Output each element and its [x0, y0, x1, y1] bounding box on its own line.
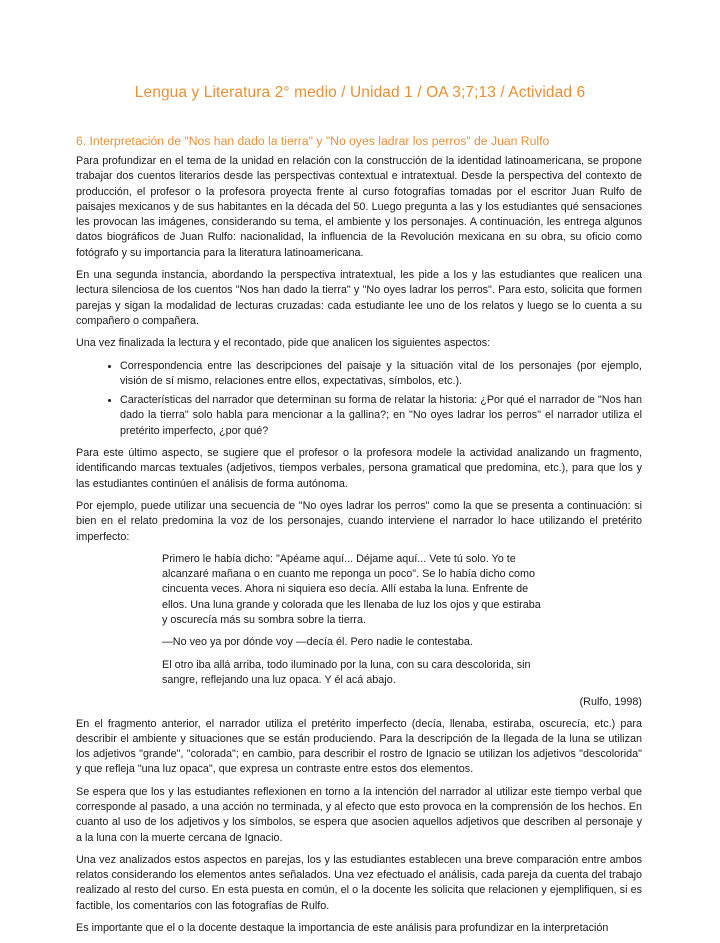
section-heading: 6. Interpretación de "Nos han dado la tierra" y "No oyes ladrar los perros" de Juan Rulfo [76, 134, 550, 148]
paragraph: En el fragmento anterior, el narrador utiliza el pretérito imperfecto (decía, llenaba, estiraba, oscurecía, etc.) para describir el ambiente y situaciones que se están produciendo. Para la descripción de la llegada de la luna se utilizan los adjetivos "grande", "colorada"; en cambio, para describir el rostro de Ignacio se utilizan los adjetivos "descolorida" y que refleja "una luz opaca", que expresa un contraste entre estos dos elementos. [76, 717, 642, 776]
citation: (Rulfo, 1998) [579, 696, 642, 709]
quote-paragraph: Primero le había dicho: "Apéame aquí... Déjame aquí... Vete tú solo. Yo te alcanzaré mañana o en cuanto me reponga un poco". Se lo había dicho como cincuenta veces. Ahora ni siquiera eso decía. Allí estaba la luna. Enfrente de ellos. Una luna grande y colorada que les llenaba de luz los ojos y que estiraba y oscurecía más su sombra sobre la tierra. [162, 552, 541, 627]
paragraph: Para profundizar en el tema de la unidad en relación con la construcción de la identidad latinoamericana, se propone trabajar dos cuentos literarios desde las perspectivas contextual e intratextual. Desde la perspectiva del contexto de producción, el profesor o la profesora proyecta frente al curso fotografías tomadas por el escritor Juan Rulfo de paisajes mexicanos y de sus habitantes en la década del 50. Luego pregunta a las y los estudiantes qué sensaciones les provocan las imágenes, considerando su tema, el ambiente y los personajes. A continuación, les entrega algunos datos biográficos de Juan Rulfo: nacionalidad, la influencia de la Revolución mexicana en su obra, su oficio como fotógrafo y su importancia para la literatura latinoamericana. [76, 155, 642, 259]
list-item: • Características del narrador que determinan su forma de relatar la historia: ¿Por qué el narrador de "Nos han dado la tierra" solo habla para mencionar a la gallina?; en "No oyes ladrar los perros" el narrador utiliza el pretérito imperfecto, ¿por qué? [120, 393, 642, 439]
paragraph: Se espera que los y las estudiantes reflexionen en torno a la intención del narrador al utilizar este tiempo verbal que corresponde al pasado, a una acción no terminada, y al efecto que esto provoca en la comprensión de los hechos. En cuanto al uso de los adjetivos y los símbolos, se espera que asocien aquellos adjetivos que describen al personaje y a la luna con la muerte cercana de Ignacio. [76, 785, 642, 844]
paragraph: En una segunda instancia, abordando la perspectiva intratextual, les pide a los y las estudiantes que realicen una lectura silenciosa de los cuentos "Nos han dado la tierra" y "No oyes ladrar los perros". Para esto, solicita que formen parejas y sigan la modalidad de lecturas cruzadas: cada estudiante lee uno de los relatos y luego se lo cuenta a su compañero o compañera. [76, 269, 642, 327]
block-quote [162, 552, 542, 688]
list-item: • Correspondencia entre las descripciones del paisaje y la situación vital de los personajes (por ejemplo, visión de sí mismo, relaciones entre ellos, expectativas, símbolos, etc.). [120, 359, 642, 390]
paragraph: Una vez finalizada la lectura y el recontado, pide que analicen los siguientes aspectos: [76, 337, 491, 350]
paragraph: Una vez analizados estos aspectos en parejas, los y las estudiantes establecen una breve comparación entre ambos relatos considerando los elementos antes señalados. Una vez efectuado el análisis, cada pareja da cuenta del trabajo realizado al resto del curso. En esta puesta en común, el o la docente les solicita que relacionen y ejemplifiquen, si es factible, los comentarios con las fotografías de Rulfo. [76, 853, 642, 912]
document-body [76, 154, 642, 943]
quote-paragraph: —No veo ya por dónde voy —decía él. Pero nadie le contestaba. [162, 636, 473, 649]
paragraph: Para este último aspecto, se sugiere que el profesor o la profesora modele la actividad analizando un fragmento, identificando marcas textuales (adjetivos, tiempos verbales, persona gramatical que predomina, etc.), para que los y las estudiantes continúen el análisis de forma autónoma. [76, 447, 642, 490]
aspects-list [76, 359, 642, 439]
document-title: Lengua y Literatura 2° medio / Unidad 1 / OA 3;7;13 / Actividad 6 [134, 84, 586, 101]
quote-paragraph: El otro iba allá arriba, todo iluminado por la luna, con su cara descolorida, sin sangre, reflejando una luz opaca. Y él acá abajo. [162, 658, 531, 686]
paragraph: Es importante que el o la docente destaque la importancia de este análisis para profundizar en la interpretación [76, 922, 609, 935]
paragraph: Por ejemplo, puede utilizar una secuencia de "No oyes ladrar los perros" como la que se presenta a continuación: si bien en el relato predomina la voz de los personajes, cuando interviene el narrador lo hace utilizando el pretérito imperfecto: [76, 499, 642, 543]
